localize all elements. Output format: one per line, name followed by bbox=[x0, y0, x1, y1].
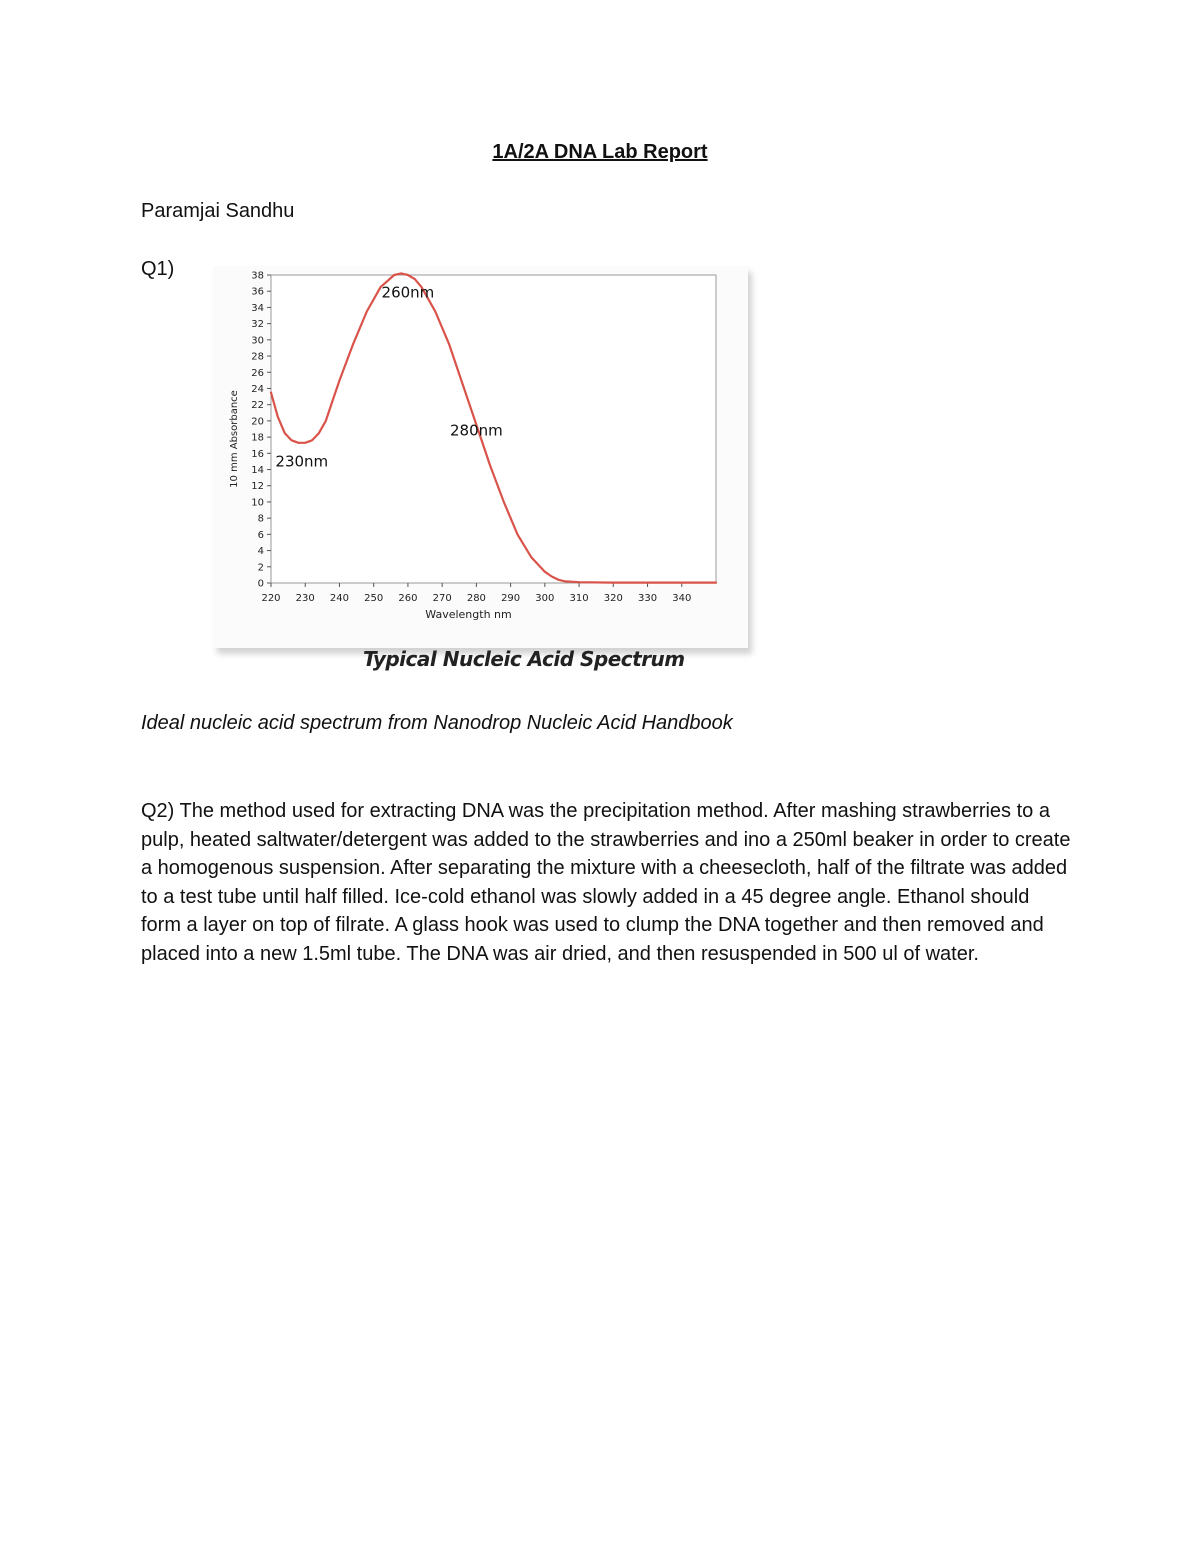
y-tick-label: 24 bbox=[251, 383, 264, 395]
y-axis-label: 10 mm Absorbance bbox=[229, 390, 240, 488]
y-tick-label: 36 bbox=[251, 286, 264, 298]
y-tick-label: 30 bbox=[251, 335, 264, 347]
y-tick-label: 0 bbox=[257, 578, 264, 590]
document-title: 1A/2A DNA Lab Report bbox=[492, 141, 708, 163]
x-tick-label: 250 bbox=[364, 593, 384, 604]
question-1-label: Q1) bbox=[141, 258, 175, 280]
y-tick-label: 18 bbox=[251, 432, 264, 444]
question-2-answer: Q2) The method used for extracting DNA was the precipitation method. After mashing strawberries to a pulp, heated saltwater/detergent was added to the strawberries and ino a 250ml beaker in order to create a homogenous suspension. After separating the mixture with a cheesecloth, half of the filtrate was added to a test tube until half filled. Ice-cold ethanol was slowly added in a 45 degree angle. Ethanol should form a layer on top of filrate. A glass hook was used to clump the DNA together and then removed and placed into a new 1.5ml tube. The DNA was air dried, and then resuspended in 500 ul of water. bbox=[141, 800, 1071, 965]
x-tick-label: 220 bbox=[261, 593, 281, 604]
y-tick-label: 28 bbox=[251, 351, 264, 363]
y-tick-label: 16 bbox=[251, 448, 264, 460]
y-tick-label: 20 bbox=[251, 416, 264, 428]
y-tick-label: 8 bbox=[257, 513, 264, 525]
y-tick-label: 14 bbox=[251, 465, 264, 477]
figure-source: Ideal nucleic acid spectrum from Nanodrop Nucleic Acid Handbook bbox=[141, 712, 733, 734]
y-tick-label: 6 bbox=[257, 529, 264, 541]
y-tick-label: 32 bbox=[251, 319, 264, 331]
y-tick-label: 10 bbox=[251, 497, 264, 509]
y-tick-label: 12 bbox=[251, 481, 264, 493]
y-tick-label: 38 bbox=[251, 270, 264, 282]
x-tick-label: 240 bbox=[329, 593, 350, 604]
y-tick-label: 2 bbox=[257, 562, 264, 574]
spectrum-figure bbox=[213, 266, 748, 648]
x-tick-label: 310 bbox=[569, 593, 589, 604]
x-tick-label: 330 bbox=[637, 593, 658, 604]
x-tick-label: 260 bbox=[398, 593, 418, 604]
peak-annotation: 260nm bbox=[381, 283, 435, 302]
x-axis-label: Wavelength nm bbox=[425, 608, 512, 621]
y-tick-label: 4 bbox=[257, 546, 264, 558]
peak-annotation: 280nm bbox=[450, 421, 503, 440]
y-tick-label: 26 bbox=[251, 367, 264, 379]
spectrum-chart bbox=[213, 266, 748, 648]
x-tick-label: 320 bbox=[603, 593, 623, 604]
x-tick-label: 280 bbox=[466, 593, 486, 604]
x-tick-label: 270 bbox=[432, 593, 452, 604]
x-tick-label: 300 bbox=[535, 593, 555, 604]
figure-caption: Typical Nucleic Acid Spectrum bbox=[363, 647, 685, 671]
x-tick-label: 340 bbox=[672, 593, 692, 604]
x-tick-label: 230 bbox=[295, 593, 315, 604]
peak-annotation: 230nm bbox=[275, 452, 329, 471]
author-name: Paramjai Sandhu bbox=[141, 200, 295, 222]
x-tick-label: 290 bbox=[501, 593, 521, 604]
y-tick-label: 34 bbox=[251, 302, 264, 314]
y-tick-label: 22 bbox=[251, 400, 264, 412]
